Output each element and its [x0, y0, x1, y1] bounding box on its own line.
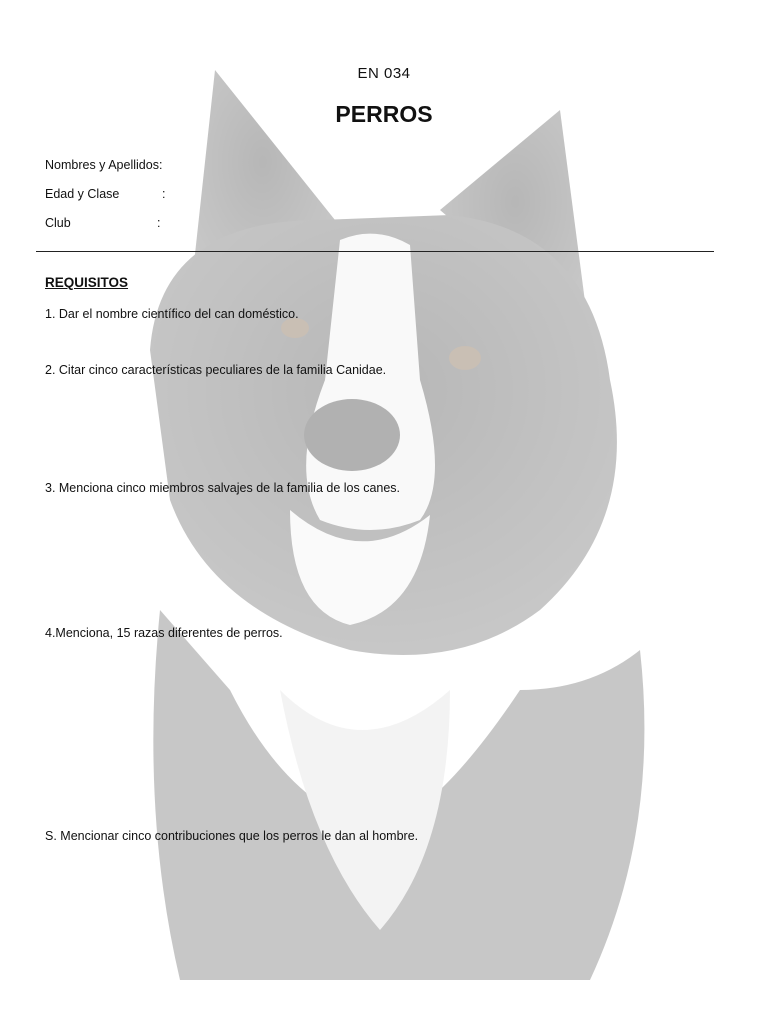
section-title: REQUISITOS [45, 275, 129, 290]
question-4: 4.Menciona, 15 razas diferentes de perros. [45, 626, 283, 640]
field-label: Edad y Clase [45, 187, 120, 201]
field-nombres [45, 158, 162, 172]
question-3: 3. Menciona cinco miembros salvajes de la familia de los canes. [45, 481, 401, 495]
page-title: PERROS [335, 101, 433, 127]
field-club [45, 216, 161, 230]
question-1: 1. Dar el nombre científico del can doméstico. [45, 307, 299, 321]
field-label: Nombres y Apellidos: [45, 158, 163, 172]
field-colon: : [162, 187, 166, 201]
question-5: S. Mencionar cinco contribuciones que los perros le dan al hombre. [45, 829, 419, 843]
field-colon: : [157, 216, 161, 230]
divider [36, 251, 714, 252]
document-code: EN 034 [357, 65, 411, 82]
field-label: Club [45, 216, 71, 230]
question-2: 2. Citar cinco características peculiares de la familia Canidae. [45, 363, 387, 377]
field-edad-clase [45, 187, 166, 201]
